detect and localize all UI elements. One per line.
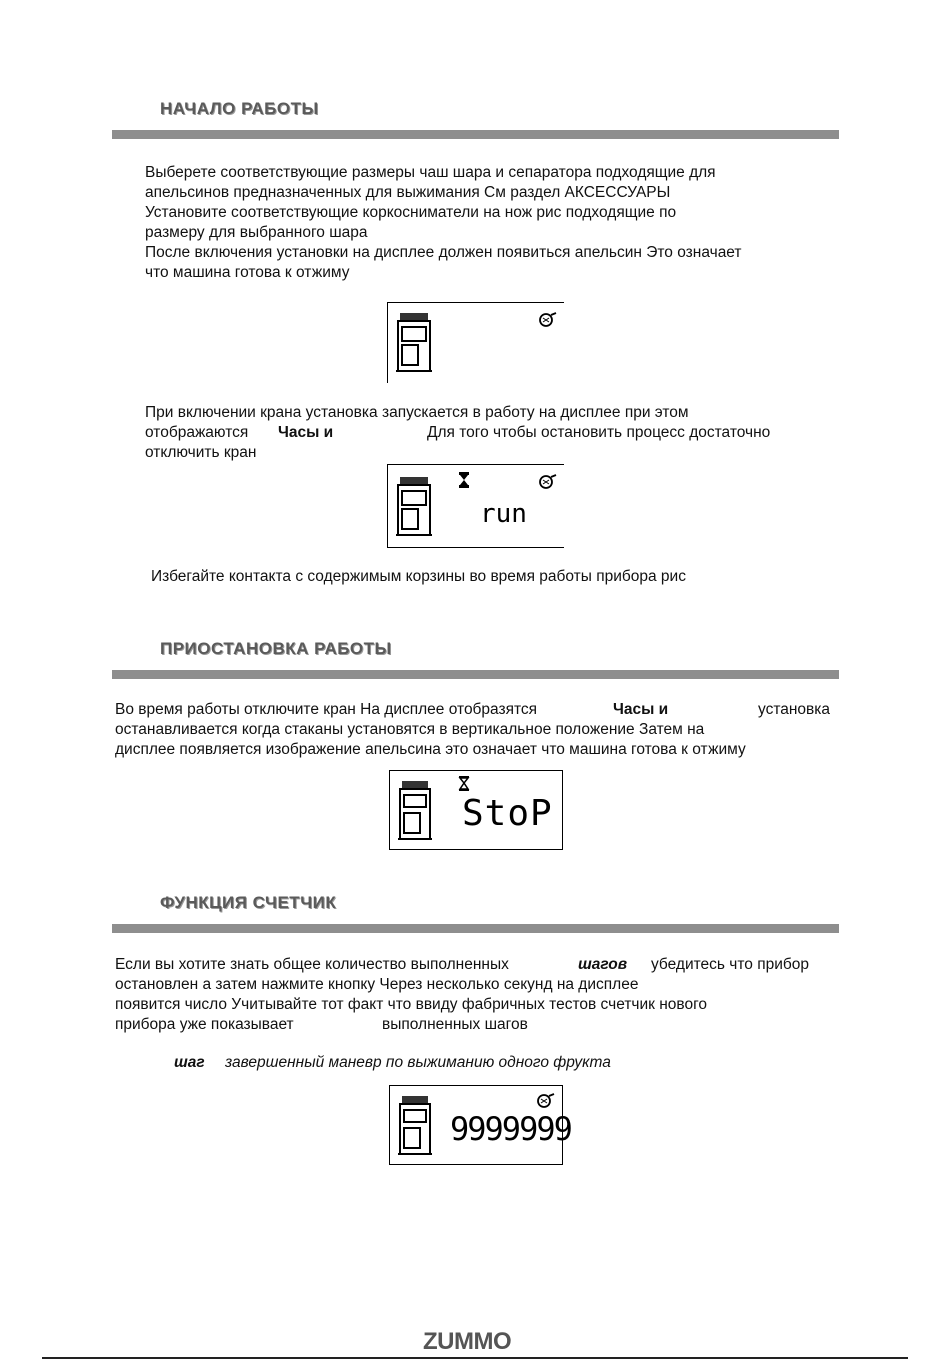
note-text: завершенный маневр по выжиманию одного фрукта [225,1054,611,1071]
text-line [115,955,837,975]
section-divider [112,670,839,679]
counter-note [174,1053,774,1073]
section-title-counter: ФУНКЦИЯ СЧЕТЧИК [160,893,337,912]
display-status-text: run [480,499,527,529]
machine-icon [390,771,450,849]
section-divider [112,924,839,933]
text-segment: Для того чтобы остановить процесс достаточно [427,424,771,441]
counter-paragraph [115,955,837,1035]
text-bold: Часы и [278,424,334,441]
text-bold: Часы и [613,701,669,718]
section-title-pause: ПРИОСТАНОВКА РАБОТЫ [160,639,392,658]
text-line: размеру для выбранного шара [145,224,368,241]
text-line: При включении крана установка запускается в работу на дисплее при этом [145,404,689,421]
text-segment: Если вы хотите знать общее количество выполненных [115,956,509,973]
note-term: шаг [174,1054,205,1071]
display-counter [389,1085,571,1165]
start-warning: Избегайте контакта с содержимым корзины во время работы прибора рис [151,568,686,585]
text-segment: убедитесь что прибор [651,956,810,973]
text-line: Выберете соответствующие размеры чаш шара и сепаратора подходящие для [145,164,716,181]
text-bold-italic: шагов [578,956,628,973]
orange-icon [538,311,558,327]
text-line: апельсинов предназначенных для выжимания См раздел АКСЕССУАРЫ [145,184,671,201]
hourglass-icon [458,471,470,489]
text-line: останавливается когда стаканы установятся в вертикальное положение Затем на [115,721,705,738]
text-line [115,700,837,720]
pause-paragraph [115,700,837,760]
orange-icon [536,1092,556,1108]
text-segment: установка [758,701,831,718]
start-paragraph-1 [145,163,837,283]
text-segment: выполненных шагов [382,1016,528,1033]
text-line: После включения установки на дисплее должен появиться апельсин Это означает [145,244,742,261]
display-stop [389,770,563,850]
display-count-text: 9999999 [450,1110,571,1148]
text-segment: отображаются [145,424,249,441]
text-line: Установите соответствующие коркосниматели на нож рис подходящие по [145,204,677,221]
text-line [145,423,837,443]
text-segment: Во время работы отключите кран На дисплее отобразятся [115,701,538,718]
section-title-start: НАЧАЛО РАБОТЫ [160,99,319,118]
text-segment: прибора уже показывает [115,1016,294,1033]
display-ready [387,302,564,383]
text-line: остановлен а затем нажмите кнопку Через несколько секунд на дисплее [115,976,639,993]
footer-divider [42,1357,908,1359]
section-divider [112,130,839,139]
machine-icon [390,1086,450,1164]
text-line [115,1015,837,1035]
text-line: появится число Учитывайте тот факт что ввиду фабричных тестов счетчик нового [115,996,708,1013]
zummo-logo: ZUMMO [423,1328,512,1355]
text-line: отключить кран [145,444,257,461]
start-paragraph-2 [145,403,837,463]
display-run [387,464,564,548]
text-line: что машина готова к отжиму [145,264,350,281]
hourglass-icon [458,775,470,793]
display-status-text: StoP [462,793,553,834]
machine-icon [388,465,448,545]
text-line: дисплее появляется изображение апельсина это означает что машина готова к отжиму [115,741,746,758]
orange-icon [538,473,558,489]
